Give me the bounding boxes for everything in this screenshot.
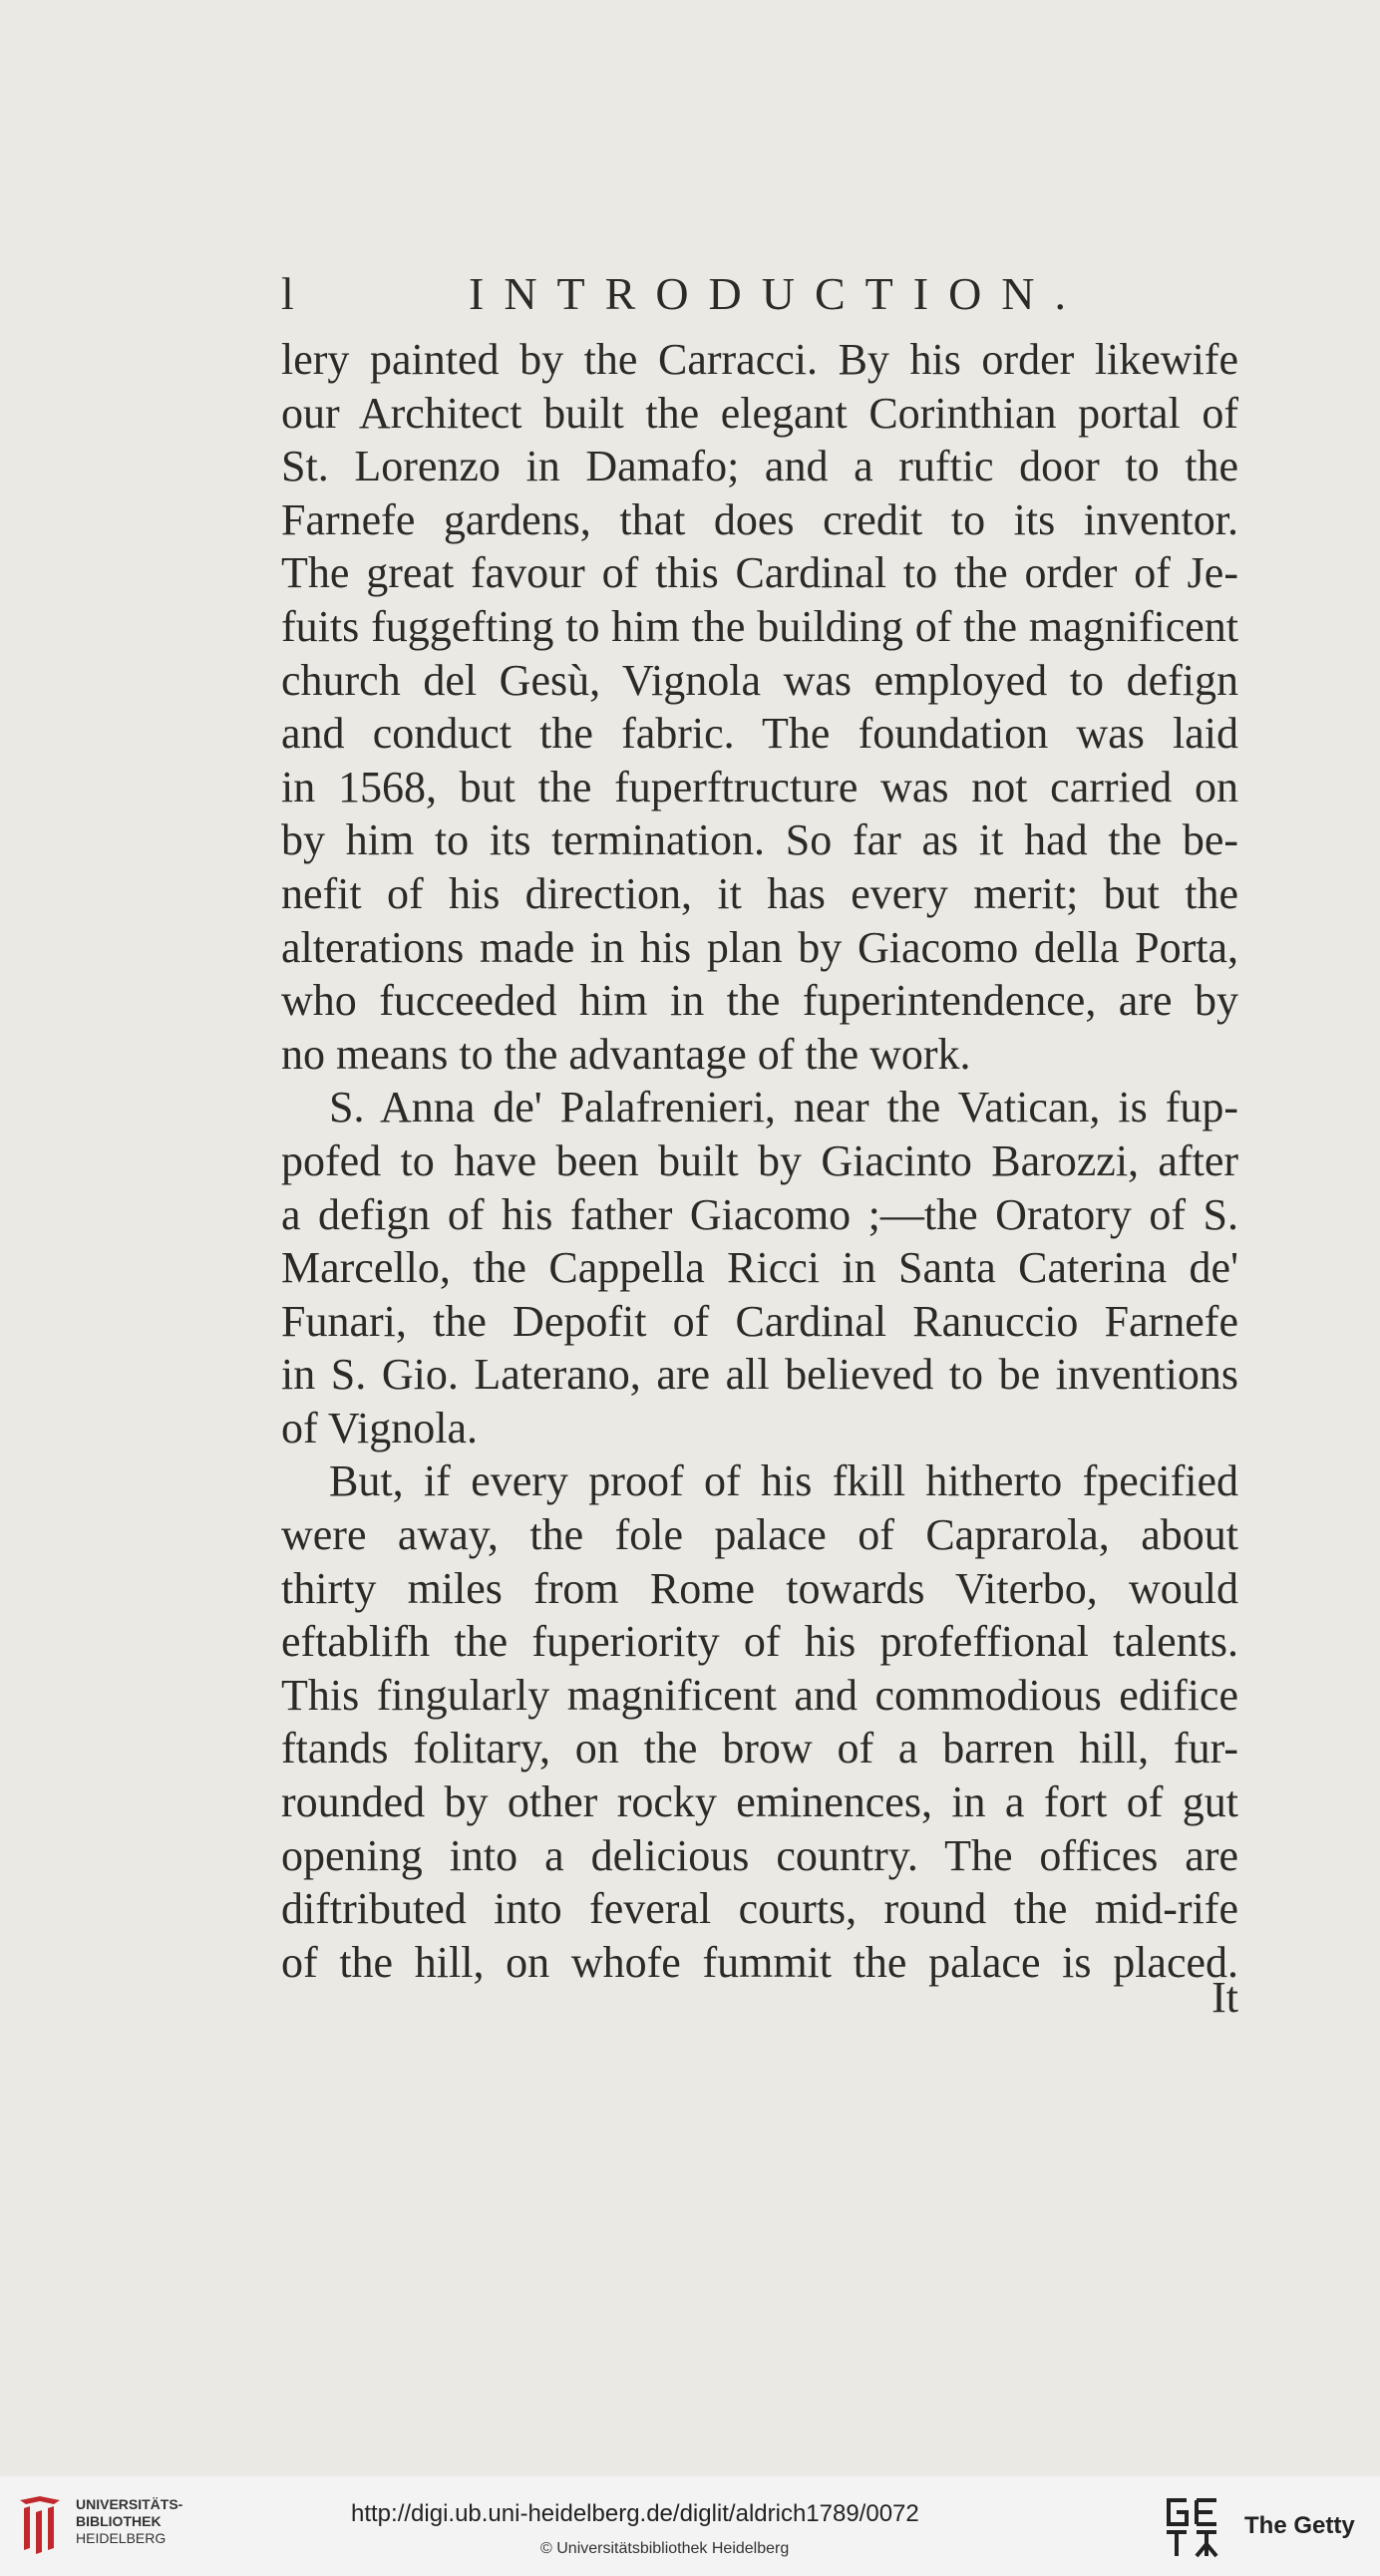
text-line: nefit of his direction, it has every merit; but the: [281, 868, 1238, 918]
copyright-notice: © Universitätsbibliothek Heidelberg: [540, 2540, 790, 2557]
page-number: l: [281, 268, 294, 319]
text-line: Funari, the Depofit of Cardinal Ranuccio Farnefe: [281, 1296, 1238, 1346]
library-name-line: BIBLIOTHEK: [76, 2513, 162, 2529]
running-head: INTRODUCTION.: [469, 268, 1087, 319]
text-line: were away, the fole palace of Caprarola, about: [281, 1510, 1238, 1560]
text-line: S. Anna de' Palafrenieri, near the Vatican, is fup-: [329, 1083, 1238, 1132]
text-line: our Architect built the elegant Corinthian portal of: [281, 388, 1238, 438]
text-line: opening into a delicious country. The offices are: [281, 1830, 1238, 1880]
text-line: eftablifh the fuperiority of his profeffional talents.: [281, 1617, 1238, 1667]
text-line: diftributed into feveral courts, round the mid-rife: [281, 1884, 1238, 1934]
permalink[interactable]: http://digi.ub.uni-heidelberg.de/diglit/aldrich1789/0072: [351, 2500, 919, 2527]
text-line: no means to the advantage of the work.: [281, 1029, 971, 1079]
text-line: This fingularly magnificent and commodious edifice: [281, 1670, 1238, 1720]
text-line: in S. Gio. Laterano, are all believed to be inventions: [281, 1350, 1238, 1400]
text-line: of Vignola.: [281, 1403, 478, 1452]
text-line: alterations made in his plan by Giacomo della Porta,: [281, 922, 1238, 972]
text-line: But, if every proof of his fkill hitherto fpecified: [329, 1456, 1238, 1506]
viewer-footer: [0, 2476, 1380, 2576]
text-line: fuits fuggefting to him the building of the magnificent: [281, 601, 1238, 651]
body-text: [281, 333, 1238, 1989]
text-line: by him to its termination. So far as it had the be-: [281, 815, 1238, 865]
text-line: a defign of his father Giacomo ;—the Oratory of S.: [281, 1189, 1238, 1239]
library-name-line: HEIDELBERG: [76, 2530, 167, 2546]
text-line: in 1568, but the fuperftructure was not carried on: [281, 762, 1238, 811]
text-line: The great favour of this Cardinal to the order of Je-: [281, 548, 1238, 598]
text-line: who fucceeded him in the fuperintendence, are by: [281, 976, 1238, 1026]
partner-name: The Getty: [1244, 2512, 1355, 2539]
text-line: church del Gesù, Vignola was employed to defign: [281, 655, 1238, 705]
text-line: St. Lorenzo in Damafo; and a ruftic door to the: [281, 442, 1238, 491]
text-line: Marcello, the Cappella Ricci in Santa Caterina de': [281, 1243, 1238, 1293]
catchword: It: [1211, 1973, 1238, 2022]
text-line: Farnefe gardens, that does credit to its inventor.: [281, 494, 1238, 544]
text-line: of the hill, on whofe fummit the palace is placed.: [281, 1937, 1238, 1987]
text-line: ftands folitary, on the brow of a barren hill, fur-: [281, 1724, 1238, 1773]
text-line: rounded by other rocky eminences, in a fort of gut: [281, 1777, 1238, 1827]
text-line: lery painted by the Carracci. By his order likewife: [281, 335, 1238, 384]
university-library-logo-icon: [14, 2492, 66, 2556]
text-line: pofed to have been built by Giacinto Barozzi, after: [281, 1135, 1238, 1185]
text-line: thirty miles from Rome towards Viterbo, would: [281, 1563, 1238, 1613]
library-name-line: UNIVERSITÄTS-: [76, 2496, 183, 2512]
text-line: and conduct the fabric. The foundation was laid: [281, 709, 1238, 759]
library-name: [76, 2496, 182, 2547]
page-header: [281, 267, 1238, 327]
getty-logo-icon: [1157, 2490, 1228, 2562]
